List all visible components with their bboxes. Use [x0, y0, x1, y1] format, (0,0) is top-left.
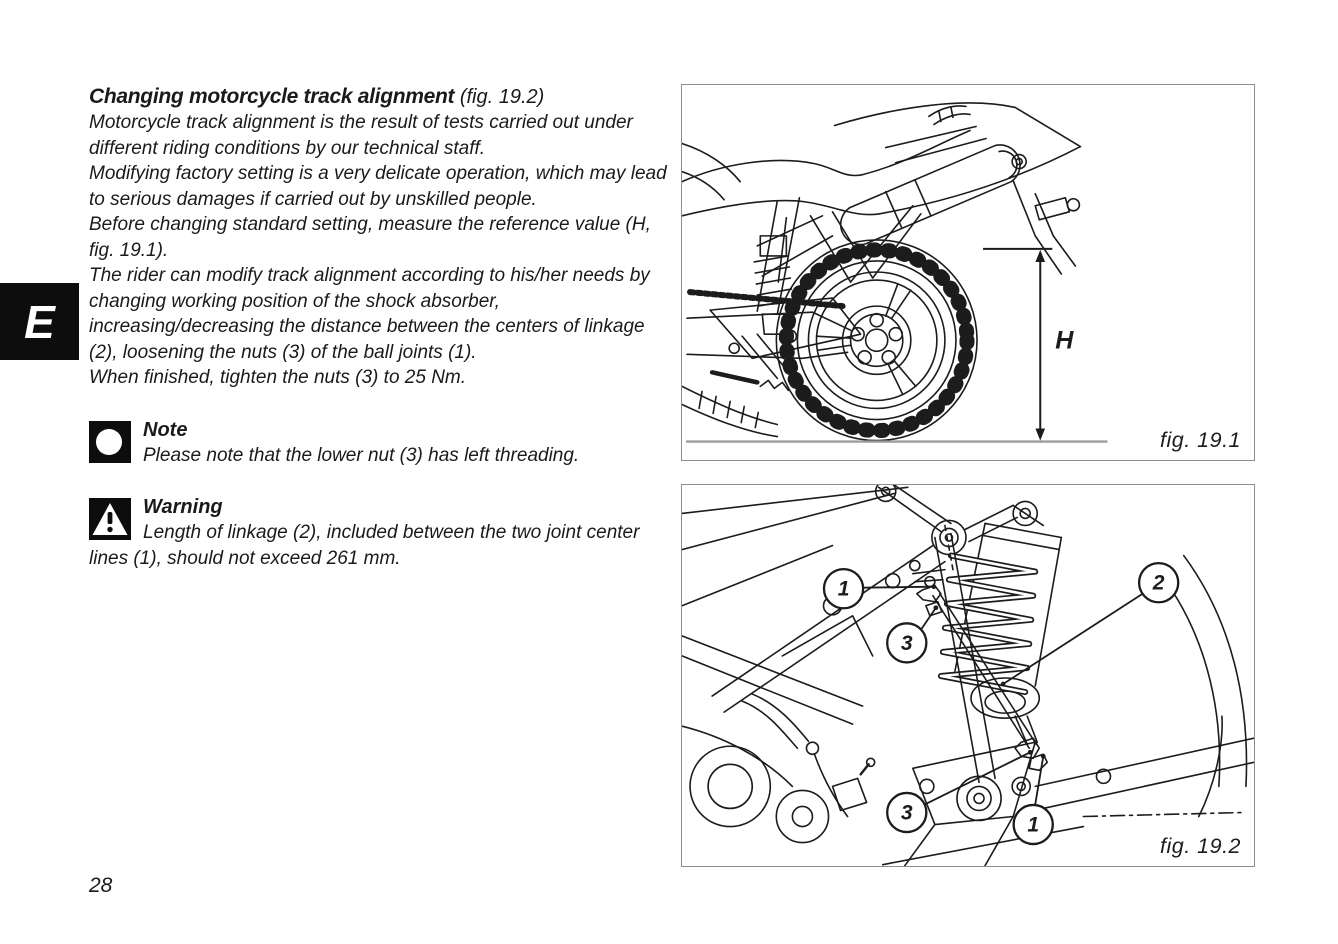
page-title-figref: (fig. 19.2)	[459, 86, 545, 108]
section-tab	[0, 283, 79, 360]
text-column	[89, 84, 667, 571]
callout-label-3-lower: 3	[900, 801, 913, 825]
figure-19-2	[681, 484, 1255, 867]
figure-19-1-drawing	[682, 85, 1254, 460]
callout-label-1-upper: 1	[837, 577, 850, 601]
callout-label-2: 2	[1152, 571, 1165, 595]
callout-label-3-upper: 3	[900, 631, 913, 655]
warning-text: Length of linkage (2), included between the two joint center lines (1), should not exceed 261 mm.	[89, 522, 640, 569]
callout-label-1-lower: 1	[1027, 813, 1040, 837]
figure-19-1	[681, 84, 1255, 461]
paragraph: Modifying factory setting is a very delicate operation, which may lead to serious damages if carried out by unskilled people.	[89, 163, 667, 210]
figure-19-2-drawing	[682, 485, 1254, 866]
page-title	[89, 84, 667, 110]
note-text: Please note that the lower nut (3) has left threading.	[143, 444, 580, 466]
figure-19-2-caption: fig. 19.2	[1160, 834, 1241, 858]
page-number: 28	[89, 874, 113, 897]
page-title-bold: Changing motorcycle track alignment	[89, 85, 455, 108]
note-icon	[89, 421, 131, 463]
figure-19-1-caption: fig. 19.1	[1160, 428, 1241, 452]
warning-block	[89, 495, 667, 571]
section-tab-letter: E	[24, 295, 55, 348]
warning-label: Warning	[143, 496, 223, 518]
paragraph: Before changing standard setting, measure the reference value (H, fig. 19.1).	[89, 214, 651, 261]
note-label: Note	[143, 418, 188, 441]
note-block	[89, 418, 667, 469]
paragraph: The rider can modify track alignment according to his/her needs by changing working position of the shock absorber, increasing/decreasing the distance between the centers of linkage (2), loosening the nuts (3) of the ball joints (1).	[89, 265, 650, 363]
dimension-label-H: H	[1055, 326, 1074, 355]
warning-icon	[89, 498, 131, 540]
paragraph: When finished, tighten the nuts (3) to 25 Nm.	[89, 367, 467, 388]
paragraph: Motorcycle track alignment is the result of tests carried out under different riding conditions by our technical staff.	[89, 112, 633, 159]
